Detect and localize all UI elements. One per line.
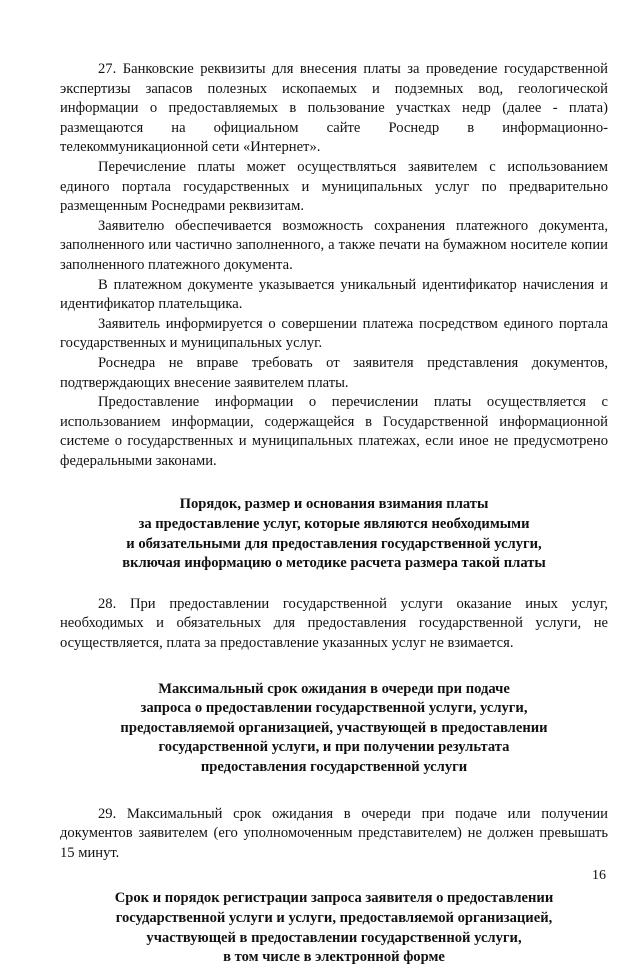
paragraph-27: 27. Банковские реквизиты для внесения платы за проведение государственной экспертизы запасов полезных ископаемых и подземных вод, геологической информации о предоставляемых в пользование участках недр (далее - плата) размещаются на официальном сайте Роснедр в информационно-телекоммуникационной сети «Интернет». — [60, 61, 608, 156]
paragraph-payment-document-saving: Заявителю обеспечивается возможность сохранения платежного документа, заполненного или частично заполненного, а также печати на бумажном носителе копии заполненного платежного документа. — [60, 217, 608, 273]
heading-line: Максимальный срок ожидания в очереди при подаче — [158, 680, 510, 697]
section-heading-fees — [60, 495, 608, 573]
heading-line: включая информацию о методике расчета размера такой платы — [122, 555, 546, 572]
paragraph-payment-transfer: Перечисление платы может осуществляться заявителем с использованием единого портала государственных и муниципальных услуг по предварительно размещенным Роснедрами реквизитам. — [60, 158, 608, 215]
section-heading-queue-time — [60, 680, 608, 778]
paragraph-29: 29. Максимальный срок ожидания в очереди при подаче или получении документов заявителем (его уполномоченным представителем) не должен превышать 15 минут. — [60, 805, 608, 861]
heading-line: государственной услуги, и при получении результата — [158, 739, 510, 756]
heading-line: Срок и порядок регистрации запроса заявителя о предоставлении — [114, 890, 554, 907]
heading-line: и обязательными для предоставления государственной услуги, — [126, 535, 542, 552]
heading-line: государственной услуги и услуги, предоставляемой организацией, — [115, 909, 553, 926]
heading-line: запроса о предоставлении государственной услуги, услуги, — [140, 700, 528, 717]
heading-line: Порядок, размер и основания взимания платы — [179, 496, 489, 513]
document-page — [60, 60, 608, 968]
paragraph-no-proof-required: Роснедра не вправе требовать от заявителя представления документов, подтверждающих внесение заявителем платы. — [60, 354, 608, 391]
section-heading-registration — [60, 889, 608, 967]
heading-line: предоставляемой организацией, участвующей в предоставлении — [120, 719, 548, 736]
heading-line: участвующей в предоставлении государственной услуги, — [146, 929, 522, 946]
paragraph-payment-identifier: В платежном документе указывается уникальный идентификатор начисления и идентификатор плательщика. — [60, 276, 608, 313]
page-number: 16 — [592, 868, 606, 883]
paragraph-28: 28. При предоставлении государственной услуги оказание иных услуг, необходимых и обязательных для предоставления государственной услуги, не осуществляется, плата за предоставление указанных услуг не взимается. — [60, 595, 608, 652]
heading-line: за предоставление услуг, которые являются необходимыми — [138, 516, 530, 533]
heading-line: в том числе в электронной форме — [223, 949, 445, 966]
heading-line: предоставления государственной услуги — [200, 759, 468, 775]
paragraph-gis-gmp: Предоставление информации о перечислении платы осуществляется с использованием информации, содержащейся в Государственной информационной системе о государственных и муниципальных платежах, если иное не предусмотрено федеральными законами. — [60, 394, 608, 469]
paragraph-payment-notification: Заявитель информируется о совершении платежа посредством единого портала государственных и муниципальных услуг. — [60, 315, 608, 352]
